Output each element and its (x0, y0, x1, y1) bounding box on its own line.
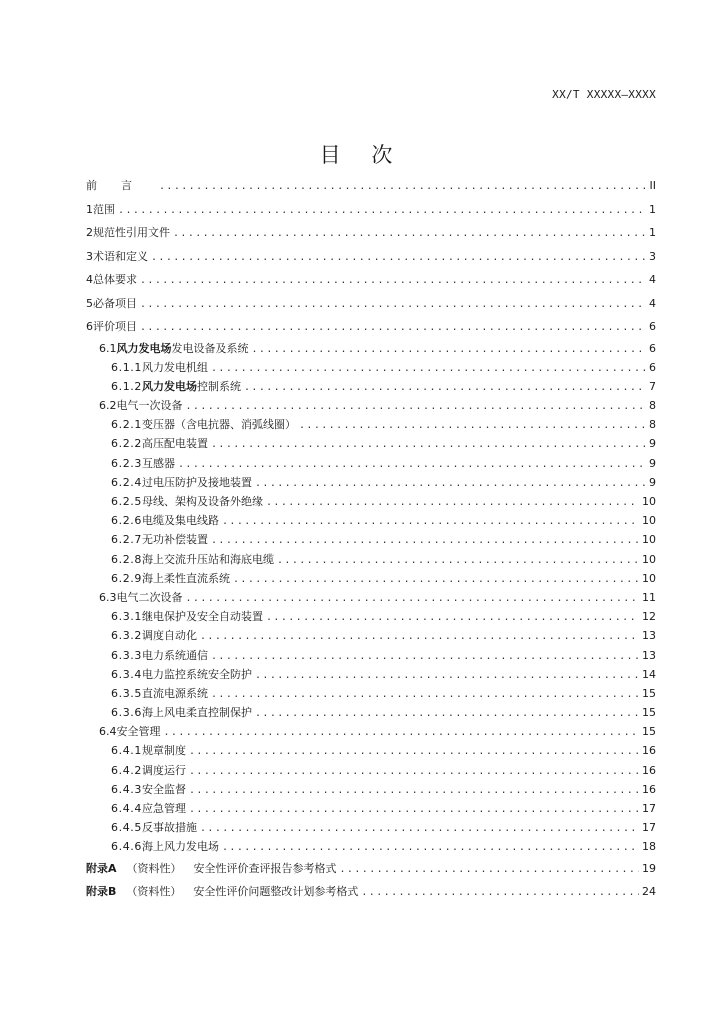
toc-entry-page: 9 (649, 475, 656, 489)
toc-entry-number: 6.4 (99, 725, 117, 739)
toc-entry-number: 6.2.1 (111, 418, 142, 432)
toc-entry-page: 15 (642, 686, 656, 700)
toc-entry-text: 安全性评价问题整改计划参考格式 (193, 885, 359, 899)
toc-entry-section-4[interactable] (86, 268, 656, 292)
toc-entry-appendix-b[interactable] (86, 880, 656, 904)
toc-entry-text-part: 规范性引用文件 (93, 226, 170, 239)
toc-entry-text-part: 应急管理 (142, 802, 186, 815)
toc-leader-dots (159, 175, 645, 199)
toc-entry-text (93, 245, 148, 269)
toc-entry-text-part: 调度自动化 (142, 629, 197, 643)
toc-entry-number: 4 (86, 273, 93, 286)
toc-entry-text (142, 550, 274, 569)
toc-entry-text (142, 454, 175, 473)
toc-entry-text (142, 761, 186, 780)
toc-entry-page: 10 (642, 533, 656, 547)
toc-entry-text (142, 799, 186, 818)
toc-entry-number: 3 (86, 249, 93, 263)
toc-entry-page: 10 (642, 495, 656, 508)
toc-entry-foreword[interactable] (86, 174, 656, 198)
toc-leader-dots (211, 647, 639, 666)
toc-entry-text-part: 电缆及集电线路 (142, 514, 219, 528)
toc-entry-page: 19 (642, 861, 656, 875)
toc-entry-6-2-9[interactable] (86, 569, 656, 588)
toc-leader-dots (244, 378, 645, 397)
toc-entry-text (93, 315, 137, 339)
toc-entry-page: 7 (649, 379, 656, 393)
toc-entry-6-4-5[interactable] (86, 818, 656, 837)
toc-leader-dots (189, 762, 639, 781)
toc-entry-number: 6.3.1 (111, 610, 142, 624)
toc-entry-text-part: 术语和定义 (93, 249, 148, 263)
toc-entry-text (142, 626, 197, 645)
toc-entry-text-part: 母线、架构及设备外绝缘 (142, 495, 263, 508)
toc-entry-page: 6 (649, 341, 656, 355)
toc-entry-number: 6.2.2 (111, 437, 142, 451)
toc-entry-text (142, 665, 252, 684)
toc-entry-page: 16 (642, 763, 656, 777)
toc-leader-dots (361, 881, 639, 905)
toc-entry-number: 6.1 (99, 341, 117, 355)
toc-entry-text (142, 837, 219, 856)
toc-entry-text-part: 无功补偿装置 (142, 533, 208, 547)
toc-entry-text-part: 反事故措施 (142, 821, 197, 835)
toc-entry-6-1-2[interactable] (86, 377, 656, 396)
toc-entry-page: 24 (642, 885, 656, 899)
toc-entry-text-part: 电力系统通信 (142, 648, 208, 662)
toc-entry-text (93, 292, 137, 316)
toc-entry-6-3-1[interactable] (86, 607, 656, 626)
toc-leader-dots (151, 246, 645, 270)
toc-entry-number: 5 (86, 296, 93, 310)
toc-entry-number: 6.2.6 (111, 514, 142, 528)
toc-entry-6-1-1[interactable] (86, 358, 656, 377)
toc-entry-page: 4 (649, 296, 656, 310)
toc-entry-text-part: 调度运行 (142, 763, 186, 777)
toc-entry-6-2[interactable] (86, 396, 656, 415)
toc-entry-6-3-6[interactable] (86, 703, 656, 722)
toc-entry-text-part: 必备项目 (93, 296, 137, 310)
toc-entry-6-3-3[interactable] (86, 646, 656, 665)
toc-entry-number: 6.2.3 (111, 456, 142, 470)
page-title: 目 次 (319, 143, 405, 167)
toc-entry-text-part: 过电压防护及接地装置 (142, 475, 252, 489)
toc-entry-6-4-3[interactable] (86, 780, 656, 799)
toc-entry-appendix-type: （资料性） (126, 861, 182, 875)
toc-entry-6-2-2[interactable] (86, 434, 656, 453)
toc-entry-6-4[interactable] (86, 722, 656, 741)
toc-entry-6-3-4[interactable] (86, 665, 656, 684)
toc-entry-number: 6.4.6 (111, 840, 142, 854)
toc-entry-number: 6.3.2 (111, 629, 142, 643)
toc-leader-dots (266, 493, 639, 512)
toc-entry-section-5[interactable] (86, 292, 656, 316)
toc-entry-text-part: 电气一次设备 (116, 399, 183, 413)
toc-leader-dots (211, 531, 639, 550)
toc-entry-text-part: 电力监控系统安全防护 (142, 667, 252, 681)
toc-entry-number: 6.4.5 (111, 821, 142, 835)
toc-entry-text (142, 492, 263, 511)
toc-entry-section-6[interactable] (86, 315, 656, 339)
toc-entry-text (93, 198, 115, 222)
toc-leader-dots (255, 704, 639, 723)
toc-entry-number: 6.2.4 (111, 475, 142, 489)
toc-entry-6-4-6[interactable] (86, 837, 656, 856)
toc-leader-dots (140, 293, 645, 317)
toc-entry-text-part: 规章制度 (142, 744, 186, 758)
toc-entry-6-4-4[interactable] (86, 799, 656, 818)
toc-entry-number: 2 (86, 226, 93, 239)
toc-entry-text-part: 风力发电机组 (142, 360, 208, 374)
toc-entry-text (142, 530, 208, 549)
toc-entry-text-part: 安全监督 (142, 782, 186, 796)
toc-entry-text (142, 511, 219, 530)
toc-leader-dots (189, 781, 639, 800)
toc-entry-text-part: 海上柔性直流系统 (142, 571, 230, 585)
toc-entry-page: 17 (642, 802, 656, 815)
toc-entry-text: 前言 (86, 179, 156, 192)
toc-leader-dots (200, 627, 639, 646)
toc-entry-appendix-label: 附录B (86, 885, 117, 899)
toc-entry-page: 15 (642, 725, 656, 739)
toc-entry-number: 1 (86, 202, 93, 216)
toc-entry-text-bold: 风力发电场 (142, 379, 197, 393)
toc-entry-number: 6.3 (99, 590, 117, 604)
toc-entry-number: 6.2.9 (111, 571, 142, 585)
toc-entry-text (142, 415, 296, 434)
toc-entry-6-4-1[interactable] (86, 741, 656, 760)
toc-entry-number: 6.3.6 (111, 706, 142, 720)
toc-entry-page: 10 (642, 552, 656, 566)
toc-leader-dots (186, 589, 640, 608)
toc-entry-text-part: 海上交流升压站和海底电缆 (142, 552, 274, 566)
toc-entry-text (142, 703, 252, 722)
toc-entry-section-3[interactable] (86, 245, 656, 269)
toc-leader-dots (140, 269, 645, 293)
toc-entry-text-part: 海上风力发电场 (142, 840, 219, 854)
toc-entry-6-2-4[interactable] (86, 473, 656, 492)
toc-entry-6-3-2[interactable] (86, 626, 656, 645)
toc-entry-text-part: 电气二次设备 (116, 590, 183, 604)
toc-leader-dots (164, 723, 640, 742)
toc-leader-dots (299, 416, 645, 435)
toc-entry-text-part: 变压器（含电抗器、消弧线圈） (142, 418, 296, 432)
toc-entry-6-2-3[interactable] (86, 454, 656, 473)
toc-entry-number: 6 (86, 320, 93, 333)
toc-entry-appendix-label: 附录A (86, 861, 117, 875)
toc-entry-number: 6.1.2 (111, 379, 142, 393)
toc-entry-page: 13 (642, 629, 656, 643)
toc-entry-text-part: 海上风电柔直控制保护 (142, 706, 252, 720)
toc-entry-page: 15 (642, 706, 656, 720)
toc-entry-number: 6.2.8 (111, 552, 142, 566)
toc-entry-page: 16 (642, 782, 656, 796)
toc-entry-page: 8 (649, 418, 656, 432)
toc-entry-page: 10 (642, 571, 656, 585)
toc-entry-number: 6.4.4 (111, 802, 142, 815)
toc-entry-text (142, 818, 197, 837)
toc-entry-6-3-5[interactable] (86, 684, 656, 703)
toc-entry-number: 6.1.1 (111, 360, 142, 374)
toc-entry-text (142, 434, 208, 453)
toc-entry-text (117, 722, 161, 741)
toc-entry-text (142, 780, 186, 799)
toc-entry-6-2-8[interactable] (86, 550, 656, 569)
toc-entry-text (142, 684, 208, 703)
toc-entry-number: 6.2.7 (111, 533, 142, 547)
toc-entry-page: 1 (649, 202, 656, 216)
toc-leader-dots (340, 858, 639, 882)
toc-leader-dots (233, 570, 639, 589)
toc-entry-text (142, 377, 241, 396)
toc-leader-dots (173, 222, 645, 246)
toc-leader-dots (277, 551, 639, 570)
toc-entry-text-part: 控制系统 (197, 379, 241, 393)
toc-entry-number: 6.4.3 (111, 782, 142, 796)
toc-entry-page: 18 (642, 840, 656, 854)
toc-entry-text (93, 268, 137, 292)
toc-entry-text-part: 继电保护及安全自动装置 (142, 610, 263, 624)
toc-entry-number: 6.2 (99, 399, 117, 413)
toc-entry-6-2-5[interactable] (86, 492, 656, 511)
toc-entry-page: 9 (649, 437, 656, 451)
toc-entry-text (117, 588, 183, 607)
toc-leader-dots (211, 359, 645, 378)
toc-entry-section-1[interactable] (86, 198, 656, 222)
toc-leader-dots (118, 199, 645, 223)
toc-entry-6-2-6[interactable] (86, 511, 656, 530)
toc-entry-text-part: 直流电源系统 (142, 686, 208, 700)
toc-leader-dots (222, 512, 639, 531)
toc-entry-text-part: 安全管理 (116, 725, 161, 739)
toc-entry-text (142, 358, 208, 377)
toc-leader-dots (178, 455, 645, 474)
toc-entry-page: 11 (642, 590, 656, 604)
toc-entry-text-bold: 风力发电场 (116, 341, 172, 355)
toc-entry-page: 12 (642, 610, 656, 624)
toc-entry-page: 17 (642, 821, 656, 835)
toc-entry-number: 6.4.2 (111, 763, 142, 777)
toc-entry-number: 6.2.5 (111, 495, 142, 508)
toc-entry-text-part: 互感器 (142, 456, 175, 470)
toc-entry-text-part: 发电设备及系统 (171, 341, 249, 355)
toc-leader-dots (222, 838, 639, 857)
toc-entry-page: 3 (649, 249, 656, 263)
toc-entry-page: 10 (642, 514, 656, 528)
toc-entry-text (142, 607, 263, 626)
toc-entry-section-2[interactable] (86, 221, 656, 245)
toc-entry-text (117, 339, 249, 358)
toc-entry-page: 6 (649, 320, 656, 333)
toc-entry-page: 8 (649, 399, 656, 413)
toc-leader-dots (255, 474, 645, 493)
toc-leader-dots (266, 608, 639, 627)
table-of-contents (86, 174, 656, 904)
toc-entry-6-1[interactable] (86, 339, 656, 358)
toc-entry-appendix-a[interactable] (86, 857, 656, 881)
toc-entry-number: 6.3.5 (111, 686, 142, 700)
toc-entry-6-4-2[interactable] (86, 761, 656, 780)
toc-entry-page: 16 (642, 744, 656, 758)
toc-entry-text: 安全性评价查评报告参考格式 (193, 861, 337, 875)
toc-entry-appendix-type: （资料性） (126, 885, 182, 899)
toc-leader-dots (252, 340, 646, 359)
toc-leader-dots (186, 397, 646, 416)
toc-leader-dots (189, 742, 639, 761)
toc-entry-text-part: 范围 (93, 202, 116, 216)
toc-leader-dots (255, 666, 639, 685)
toc-entry-text-part: 高压配电装置 (142, 437, 208, 451)
toc-entry-page: 13 (642, 648, 656, 662)
toc-leader-dots (200, 819, 639, 838)
toc-entry-number: 6.4.1 (111, 744, 142, 758)
toc-entry-page: 1 (649, 226, 656, 239)
toc-entry-text-part: 总体要求 (93, 273, 137, 286)
toc-entry-page: 4 (649, 273, 656, 286)
toc-entry-number: 6.3.3 (111, 648, 142, 662)
toc-entry-6-3[interactable] (86, 588, 656, 607)
document-code: XX/T XXXXX—XXXX (552, 88, 656, 101)
toc-entry-6-2-1[interactable] (86, 415, 656, 434)
toc-entry-text (142, 473, 252, 492)
toc-entry-text (142, 741, 186, 760)
toc-entry-page: 6 (649, 360, 656, 374)
toc-leader-dots (211, 685, 639, 704)
toc-entry-6-2-7[interactable] (86, 530, 656, 549)
toc-entry-text (93, 221, 170, 245)
toc-entry-text-part: 评价项目 (93, 320, 137, 333)
toc-leader-dots (189, 800, 639, 819)
toc-entry-page: 9 (649, 456, 656, 470)
toc-entry-text (142, 569, 230, 588)
toc-leader-dots (140, 316, 645, 340)
toc-entry-page: 14 (642, 667, 656, 681)
toc-entry-text (117, 396, 183, 415)
toc-entry-page: II (649, 179, 656, 192)
toc-entry-text (142, 646, 208, 665)
toc-entry-number: 6.3.4 (111, 667, 142, 681)
toc-leader-dots (211, 435, 645, 454)
